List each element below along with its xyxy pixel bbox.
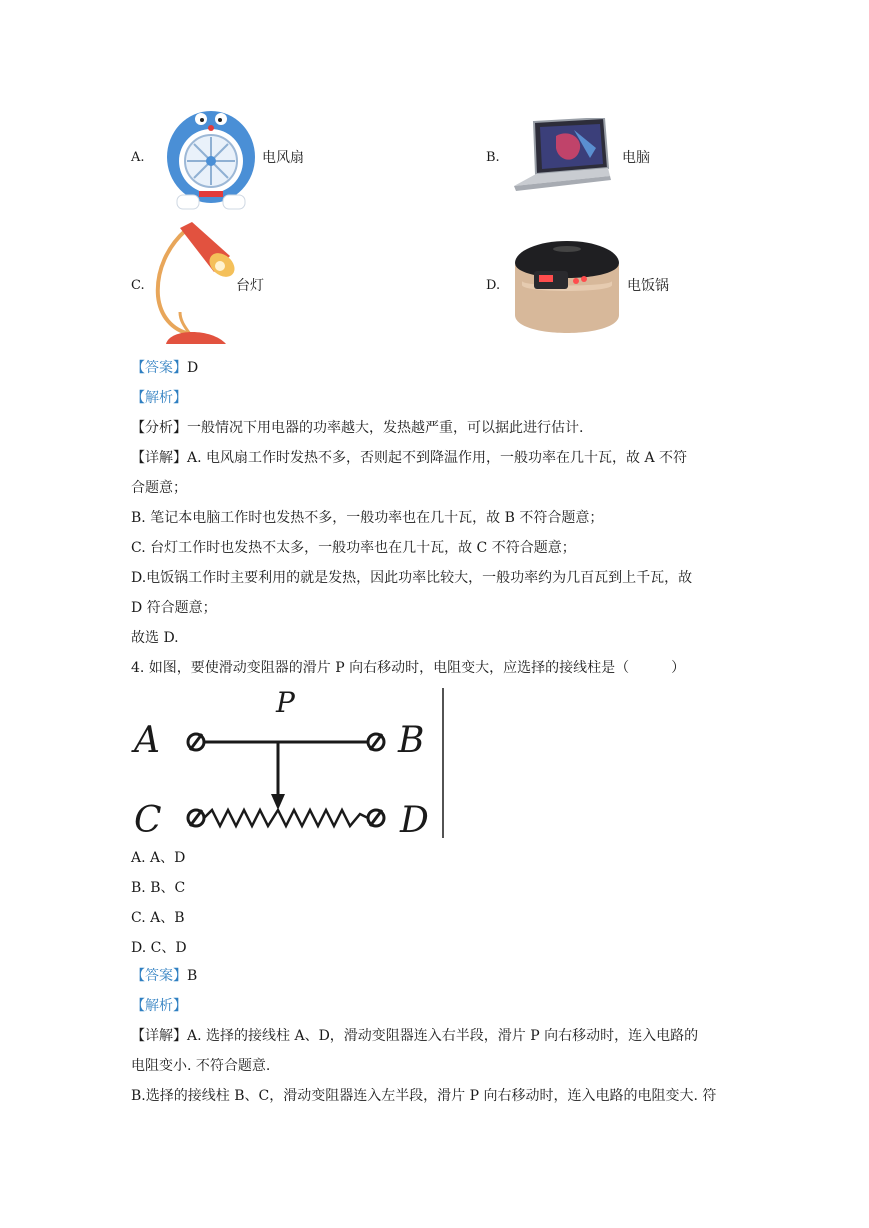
conclusion: 故选 D. <box>131 630 179 646</box>
detail-line: D.电饭锅工作时主要利用的就是发热，因此功率比较大，一般功率约为几百瓦到上千瓦，故 <box>131 570 693 586</box>
terminal-c <box>188 810 204 826</box>
answer-value: B <box>187 968 198 984</box>
option-letter: C. <box>131 278 145 293</box>
detail-line: B.选择的接线柱 B、C，滑动变阻器连入左半段，滑片 P 向右移动时，连入电路的电阻变大. 符 <box>131 1088 717 1104</box>
detail-line: D 符合题意； <box>131 600 217 616</box>
option-b[interactable]: B. B、C <box>131 880 186 896</box>
label-b: B <box>398 720 425 761</box>
detail-line: B. 笔记本电脑工作时也发热不多，一般功率也在几十瓦，故 B 不符合题意； <box>131 510 604 526</box>
label-a: A <box>134 720 160 761</box>
option-letter: A. <box>131 150 145 165</box>
terminal-a <box>188 734 204 750</box>
desk-lamp-icon <box>150 220 240 348</box>
option-letter: D. <box>486 278 501 293</box>
detail-line: 【详解】A. 电风扇工作时发热不多，否则起不到降温作用，一般功率在几十瓦，故 A 不符 <box>131 450 688 466</box>
laptop-icon <box>512 118 612 198</box>
label-p: P <box>276 686 295 719</box>
resistance-wire <box>204 810 368 826</box>
slider-arrow <box>271 794 285 810</box>
answer-line <box>131 966 197 986</box>
analysis-label: 【解析】 <box>131 998 187 1014</box>
answer-label: 【答案】 <box>131 360 187 376</box>
terminal-b <box>368 734 384 750</box>
option-label: 电脑 <box>622 150 650 166</box>
answer-line <box>131 358 198 378</box>
option-a[interactable]: A. A、D <box>131 850 186 866</box>
option-d[interactable]: D. C、D <box>131 940 187 956</box>
detail-line: 电阻变小. 不符合题意. <box>131 1058 271 1074</box>
option-label: 台灯 <box>236 278 264 294</box>
detail-line: C. 台灯工作时也发热不太多，一般功率也在几十瓦，故 C 不符合题意； <box>131 540 576 556</box>
answer-value: D <box>187 360 199 376</box>
question-4: 4. 如图，要使滑动变阻器的滑片 P 向右移动时，电阻变大，应选择的接线柱是（ ） <box>131 660 686 676</box>
detail-line: 合题意； <box>131 480 187 496</box>
terminal-d <box>368 810 384 826</box>
option-label: 电风扇 <box>262 150 304 166</box>
fan-icon <box>163 103 261 213</box>
detail-line: 【详解】A. 选择的接线柱 A、D，滑动变阻器连入右半段，滑片 P 向右移动时，连入电路的 <box>131 1028 699 1044</box>
label-d: D <box>400 800 429 840</box>
analysis-label: 【解析】 <box>131 390 187 406</box>
rheostat-diagram <box>128 686 448 840</box>
analysis-summary: 【分析】一般情况下用电器的功率越大，发热越严重，可以据此进行估计. <box>131 420 584 436</box>
label-c: C <box>134 800 162 840</box>
rice-cooker-icon <box>512 235 622 343</box>
option-label: 电饭锅 <box>627 278 669 294</box>
option-c[interactable]: C. A、B <box>131 910 185 926</box>
option-letter: B. <box>486 150 500 165</box>
answer-label: 【答案】 <box>131 968 187 984</box>
